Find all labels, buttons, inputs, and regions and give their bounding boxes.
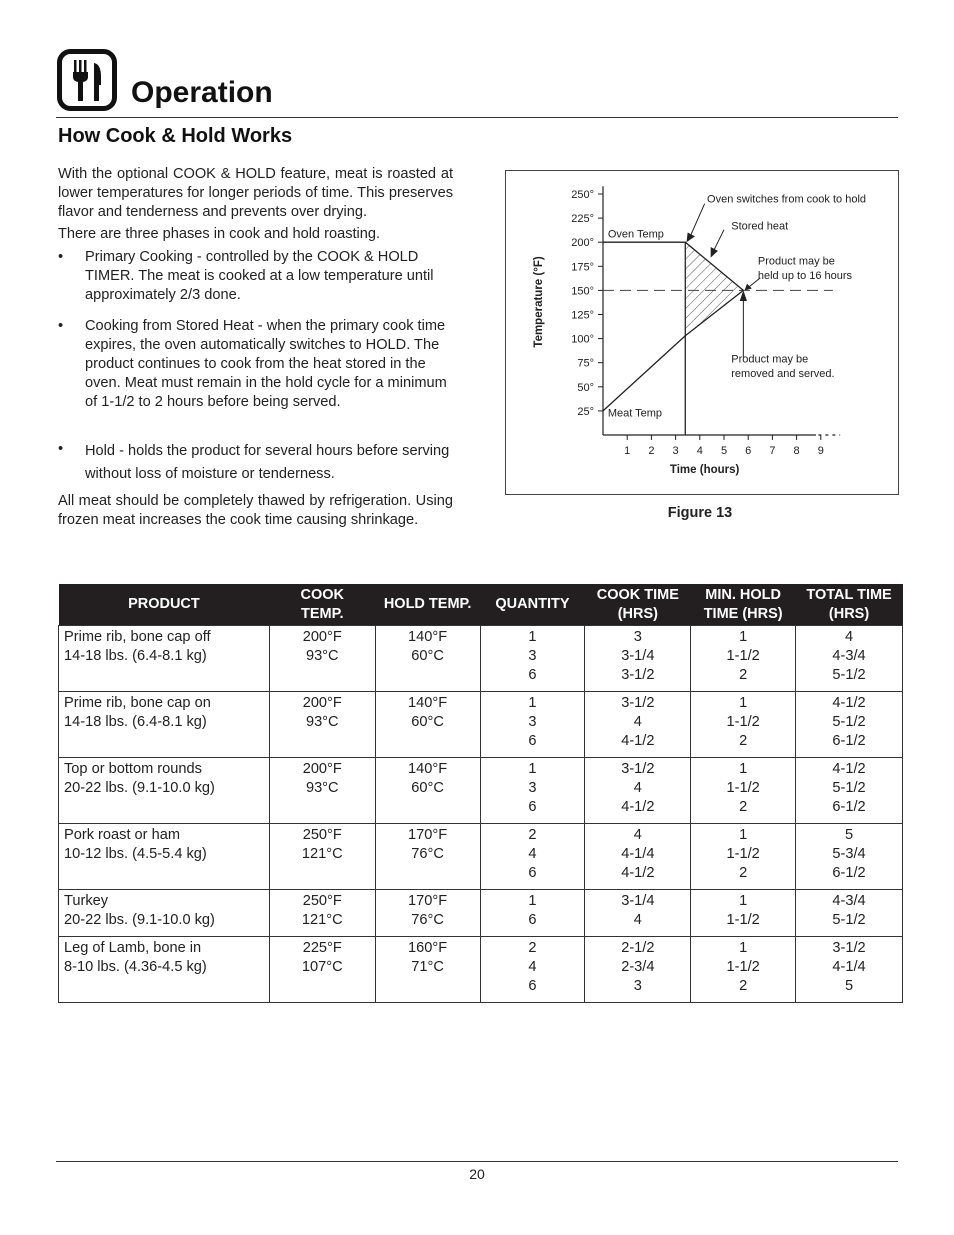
bullet-symbol: •: [58, 318, 64, 334]
cell-line: 14-18 lbs. (6.4-8.1 kg): [64, 648, 207, 664]
cell-line: 1: [739, 893, 748, 909]
cell-line: 5-1/2: [832, 912, 866, 928]
cell-line: 6: [528, 978, 537, 994]
table-cell-product: [59, 758, 270, 824]
table-cell-total-time: [796, 890, 903, 937]
y-tick-label: 125°: [571, 309, 594, 322]
y-tick-label: 75°: [577, 357, 594, 370]
cell-line: 3: [528, 714, 537, 730]
x-tick-label: 6: [745, 445, 752, 457]
table-cell-min-hold: [691, 890, 796, 937]
column-header-line: QUANTITY: [495, 596, 570, 612]
intro-phases: There are three phases in cook and hold roasting.: [58, 226, 381, 242]
cell-line: 1-1/2: [726, 912, 760, 928]
x-tick-label: 5: [720, 445, 728, 457]
cell-line: 1: [739, 629, 748, 645]
cell-line: 3-1/4: [621, 893, 655, 909]
y-tick-label: 150°: [571, 285, 594, 298]
cell-line: 4-1/2: [621, 865, 655, 881]
cell-line: 6: [528, 667, 537, 683]
y-tick-label: 200°: [571, 237, 594, 250]
closing-paragraph: All meat should be completely thawed by refrigeration. Using frozen meat increases the cook time causing shrinkage.: [58, 493, 453, 528]
cell-line: 2: [528, 827, 537, 843]
cell-line: 140°F: [408, 695, 448, 711]
column-header-quantity: [480, 584, 585, 626]
cell-line: 60°C: [411, 714, 444, 730]
cell-line: 1: [528, 629, 537, 645]
bullet-primary-cooking: [58, 248, 458, 305]
table-row: [59, 626, 903, 692]
cell-line: 14-18 lbs. (6.4-8.1 kg): [64, 714, 207, 730]
bullet-stored-heat: [58, 317, 458, 412]
cell-line: 93°C: [305, 714, 339, 730]
header-rule: [56, 117, 898, 118]
table-cell-product: [59, 692, 270, 758]
column-header-hold-temp: [375, 584, 480, 626]
cell-line: 1-1/2: [726, 780, 760, 796]
table-cell-cook-temp: [269, 758, 375, 824]
cell-line: 170°F: [408, 827, 448, 843]
cell-line: 60°C: [411, 780, 444, 796]
cell-line: 4: [633, 912, 642, 928]
footer-rule: [56, 1161, 898, 1162]
column-header-line: (HRS): [617, 605, 658, 622]
bullet-symbol: •: [58, 249, 64, 265]
cell-line: Pork roast or ham: [64, 827, 180, 843]
chart-svg: [506, 171, 898, 494]
cell-line: 3: [633, 629, 642, 645]
cell-line: 3-1/2: [621, 761, 655, 777]
cell-line: 1: [739, 695, 748, 711]
cell-line: 1-1/2: [726, 846, 760, 862]
cell-line: 3-1/2: [621, 667, 655, 683]
table-cell-cook-time: [585, 890, 691, 937]
column-header-line: (HRS): [828, 605, 870, 622]
cell-line: 1: [739, 827, 748, 843]
table-cell-min-hold: [691, 937, 796, 1003]
table-cell-hold-temp: [375, 758, 480, 824]
cell-line: 6: [528, 912, 537, 928]
column-header-line: TEMP.: [301, 605, 344, 622]
x-tick-label: 3: [672, 445, 679, 457]
switch-annotation: Oven switches from cook to hold: [707, 193, 867, 206]
cell-line: 4-3/4: [832, 893, 866, 909]
cell-line: 3-1/2: [832, 940, 866, 956]
cook-hold-chart: [505, 170, 899, 495]
table-cell-total-time: [796, 937, 903, 1003]
table-row: [59, 824, 903, 890]
cell-line: 4-1/2: [621, 799, 655, 815]
table-cell-total-time: [796, 692, 903, 758]
table-cell-min-hold: [691, 626, 796, 692]
cell-line: 4-1/2: [621, 733, 655, 749]
intro-paragraph: With the optional COOK & HOLD feature, meat is roasted at lower temperatures for longer periods of time. This preserves flavor and tenderness and prevents over drying.: [58, 166, 453, 220]
cell-line: 2: [739, 865, 748, 881]
table-cell-cook-temp: [269, 692, 375, 758]
cell-line: 140°F: [408, 629, 448, 645]
table-cell-cook-time: [585, 626, 691, 692]
table-cell-quantity: [480, 626, 585, 692]
table-cell-min-hold: [691, 824, 796, 890]
cell-line: 225°F: [302, 940, 342, 956]
cell-line: 6: [528, 733, 537, 749]
y-tick-label: 225°: [571, 213, 594, 226]
cell-line: 3: [528, 648, 537, 664]
y-tick-label: 175°: [571, 261, 594, 274]
cell-line: 1: [528, 695, 537, 711]
x-tick-label: 4: [696, 445, 703, 457]
table-cell-cook-temp: [269, 937, 375, 1003]
held-annotation-line1: Product may be: [757, 255, 835, 268]
cell-line: 200°F: [302, 629, 342, 645]
cell-line: 6-1/2: [832, 865, 866, 881]
oven-temp-label: Oven Temp: [607, 228, 664, 241]
table-row: [59, 692, 903, 758]
x-tick-label: 1: [624, 445, 631, 457]
cell-line: 4-3/4: [832, 648, 866, 664]
cell-line: Leg of Lamb, bone in: [64, 940, 202, 956]
figure-caption: Figure 13: [667, 505, 733, 521]
y-axis-label: Temperature (°F): [533, 256, 545, 348]
held-annotation-line2: held up to 16 hours: [757, 269, 853, 282]
cell-line: 4: [633, 714, 642, 730]
bullet-symbol: •: [58, 441, 64, 457]
cell-line: 3: [633, 978, 642, 994]
table-cell-hold-temp: [375, 824, 480, 890]
cell-line: 200°F: [302, 695, 342, 711]
page-title: Operation: [131, 76, 273, 109]
fork-knife-icon: [57, 49, 117, 111]
cell-line: 3: [528, 780, 537, 796]
cell-line: Top or bottom rounds: [64, 761, 202, 777]
cell-line: 170°F: [408, 893, 448, 909]
cell-line: 76°C: [411, 912, 444, 928]
cell-line: 5-1/2: [832, 667, 866, 683]
bullet-text: Cooking from Stored Heat - when the primary cook time expires, the oven automatically switches to HOLD. The product continues to cook from the heat stored in the oven. Meat must remain in the hold cycle for a minimum of 1-1/2 to 2 hours before being served.: [85, 318, 447, 410]
cell-line: 6: [528, 799, 537, 815]
cell-line: 121°C: [301, 912, 343, 928]
x-tick-label: 9: [817, 445, 824, 457]
cell-line: 1-1/2: [726, 959, 760, 975]
cell-line: 4: [633, 827, 642, 843]
cell-line: 1: [528, 761, 537, 777]
x-tick-label: 8: [793, 445, 800, 457]
stored-heat-annotation: Stored heat: [731, 220, 789, 233]
cell-line: 4: [633, 780, 642, 796]
cell-line: 1: [528, 893, 537, 909]
bullet-text: Primary Cooking - controlled by the COOK & HOLD TIMER. The meat is cooked at a low temperature until approximately 2/3 done.: [85, 249, 434, 303]
column-header-line: COOK TIME: [596, 586, 679, 603]
column-header-cook-time: [585, 584, 691, 626]
column-header-line: MIN. HOLD: [705, 586, 782, 603]
table-cell-hold-temp: [375, 890, 480, 937]
cell-line: 6-1/2: [832, 733, 866, 749]
table-cell-min-hold: [691, 758, 796, 824]
meat-temp-label: Meat Temp: [607, 407, 663, 420]
x-axis-label: Time (hours): [669, 464, 740, 476]
cell-line: 20-22 lbs. (9.1-10.0 kg): [64, 780, 215, 796]
y-tick-label: 100°: [571, 333, 594, 346]
cell-line: 5: [844, 978, 854, 994]
stored-heat-region: [685, 242, 743, 336]
series-meat-temp: [603, 290, 743, 411]
table-row: [59, 758, 903, 824]
table-cell-product: [59, 937, 270, 1003]
cell-line: 93°C: [305, 648, 339, 664]
y-tick-label: 250°: [571, 189, 594, 201]
page-number: 20: [469, 1166, 485, 1182]
cell-line: Prime rib, bone cap on: [64, 695, 211, 711]
cell-line: 4-1/2: [832, 761, 866, 777]
column-header-cook-temp: [269, 584, 375, 626]
cell-line: 1-1/2: [726, 648, 760, 664]
cell-line: 6-1/2: [832, 799, 866, 815]
x-tick-label: 2: [648, 445, 655, 457]
cell-line: 1: [739, 761, 748, 777]
cell-line: 2: [739, 978, 748, 994]
y-tick-label: 25°: [577, 405, 594, 418]
table-cell-total-time: [796, 824, 903, 890]
y-tick-label: 50°: [577, 381, 594, 394]
section-title: How Cook & Hold Works: [58, 125, 293, 147]
column-header-line: COOK: [300, 586, 344, 603]
table-row: [59, 890, 903, 937]
cell-line: 200°F: [302, 761, 342, 777]
table-cell-hold-temp: [375, 626, 480, 692]
cell-line: 1: [739, 940, 748, 956]
cell-line: 10-12 lbs. (4.5-5.4 kg): [64, 846, 207, 862]
cell-line: 160°F: [408, 940, 448, 956]
table-cell-quantity: [480, 937, 585, 1003]
cell-line: 2-1/2: [621, 940, 655, 956]
cell-line: 5-1/2: [832, 714, 866, 730]
cell-line: 60°C: [411, 648, 444, 664]
table-cell-product: [59, 626, 270, 692]
column-header-line: TOTAL TIME: [806, 586, 892, 603]
cell-line: 250°F: [302, 827, 342, 843]
cell-line: Prime rib, bone cap off: [64, 629, 211, 645]
cell-line: 8-10 lbs. (4.36-4.5 kg): [64, 959, 207, 975]
cell-line: 2: [739, 799, 748, 815]
cell-line: 76°C: [411, 846, 444, 862]
cell-line: 4: [844, 629, 854, 645]
cell-line: 2: [528, 940, 537, 956]
cell-line: 121°C: [301, 846, 343, 862]
cell-line: 3-1/4: [621, 648, 655, 664]
cell-line: Turkey: [64, 893, 109, 909]
cell-line: 3-1/2: [621, 695, 655, 711]
cell-line: 5-1/2: [832, 780, 866, 796]
removed-annotation-line2: removed and served.: [731, 368, 835, 381]
cell-line: 250°F: [302, 893, 342, 909]
stored-heat-arrow: [713, 230, 724, 252]
table-header-row: [59, 584, 903, 626]
cell-line: 4: [528, 959, 537, 975]
cell-line: 5-3/4: [832, 846, 866, 862]
table-cell-total-time: [796, 758, 903, 824]
table-cell-product: [59, 890, 270, 937]
cell-line: 4: [528, 846, 537, 862]
cell-line: 20-22 lbs. (9.1-10.0 kg): [64, 912, 215, 928]
column-header-line: TIME (HRS): [703, 605, 783, 622]
table-cell-quantity: [480, 692, 585, 758]
table-cell-min-hold: [691, 692, 796, 758]
column-header-line: HOLD TEMP.: [383, 596, 472, 612]
cell-line: 4-1/2: [832, 695, 866, 711]
table-row: [59, 937, 903, 1003]
table-cell-hold-temp: [375, 692, 480, 758]
column-header-min-hold: [691, 584, 796, 626]
column-header-product: [59, 584, 270, 626]
table-cell-cook-time: [585, 824, 691, 890]
table-cell-cook-temp: [269, 890, 375, 937]
cell-line: 2-3/4: [621, 959, 655, 975]
table-cell-cook-time: [585, 937, 691, 1003]
removed-annotation-line1: Product may be: [731, 353, 809, 366]
bullet-hold: [58, 440, 458, 486]
table-cell-cook-temp: [269, 626, 375, 692]
column-header-total-time: [796, 584, 903, 626]
cell-line: 1-1/2: [726, 714, 760, 730]
cell-line: 140°F: [408, 761, 448, 777]
switch-arrow: [689, 204, 705, 240]
cell-line: 71°C: [411, 959, 444, 975]
table-cell-quantity: [480, 758, 585, 824]
table-cell-cook-time: [585, 758, 691, 824]
cell-line: 93°C: [305, 780, 339, 796]
cook-hold-table: [58, 584, 903, 1003]
cell-line: 5: [844, 827, 854, 843]
table-cell-quantity: [480, 890, 585, 937]
cell-line: 107°C: [301, 959, 343, 975]
table-cell-quantity: [480, 824, 585, 890]
table-cell-hold-temp: [375, 937, 480, 1003]
bullet-text: Hold - holds the product for several hours before serving without loss of moisture or tenderness.: [85, 443, 450, 482]
cell-line: 2: [739, 667, 748, 683]
x-tick-label: 7: [769, 445, 776, 457]
cell-line: 2: [739, 733, 748, 749]
table-cell-cook-time: [585, 692, 691, 758]
cell-line: 4-1/4: [832, 959, 866, 975]
cell-line: 4-1/4: [621, 846, 655, 862]
table-cell-total-time: [796, 626, 903, 692]
column-header-line: PRODUCT: [128, 596, 200, 612]
cell-line: 6: [528, 865, 537, 881]
table-cell-cook-temp: [269, 824, 375, 890]
hold-arrowhead: [745, 284, 752, 291]
table-cell-product: [59, 824, 270, 890]
